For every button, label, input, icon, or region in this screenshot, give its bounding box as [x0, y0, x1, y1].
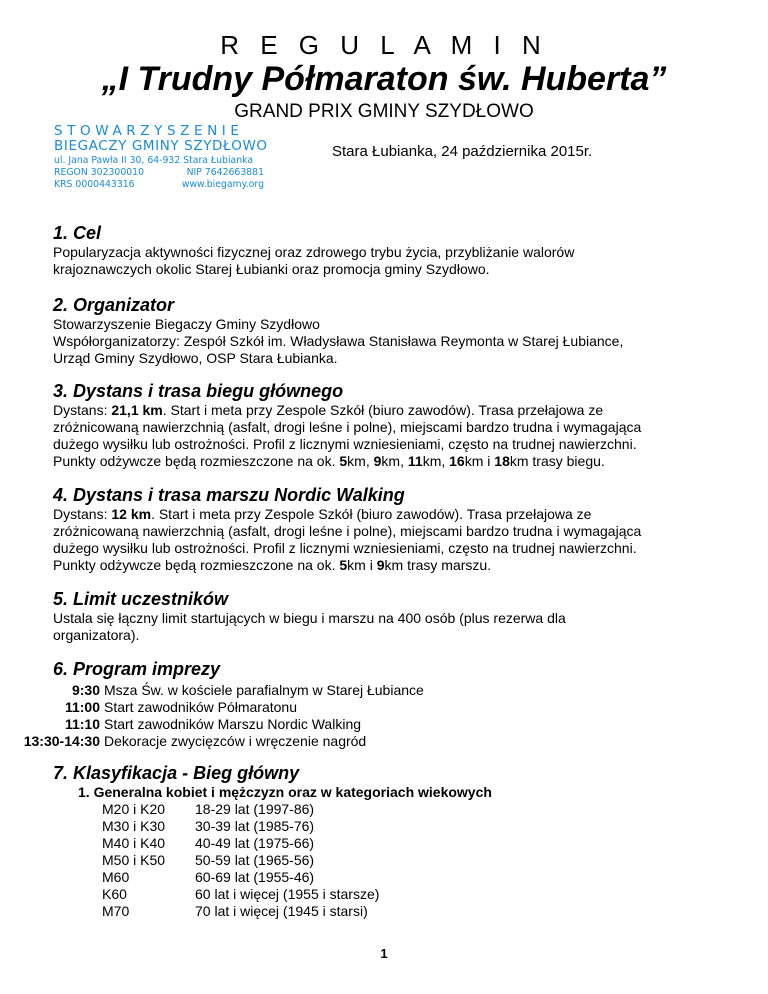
category-row: M40 i K40 40-49 lat (1975-66): [102, 835, 315, 851]
organization-logo: [54, 123, 268, 191]
section-heading: 4. Dystans i trasa marszu Nordic Walking: [53, 485, 405, 505]
page-number: 1: [380, 946, 388, 961]
section-line: dużego wysiłku lub ostrożności. Profil z licznymi wzniesieniami, często na trudnej nawierzchni.: [53, 436, 637, 452]
section-line: Dystans: 21,1 km. Start i meta przy Zespole Szkół (biuro zawodów). Trasa przełajowa ze: [53, 402, 604, 418]
section-heading: 1. Cel: [53, 223, 102, 243]
section-heading: 2. Organizator: [53, 295, 175, 315]
section-line: Urząd Gminy Szydłowo, OSP Stara Łubianka.: [53, 350, 338, 366]
category-row: M30 i K30 30-39 lat (1985-76): [102, 818, 315, 834]
section-line: dużego wysiłku lub ostrożności. Profil z licznymi wzniesieniami, często na trudnej nawierzchni.: [53, 540, 637, 556]
category-row: K60 60 lat i więcej (1955 i starsze): [102, 886, 380, 902]
section-program: [53, 658, 723, 680]
section-line: zróżnicowaną nawierzchnią (asfalt, drogi leśne i polne), miejscami bardzo trudna i wymagająca: [53, 419, 642, 435]
event-name: „I Trudny Półmaraton św. Huberta”: [101, 60, 667, 98]
section-classification: [53, 762, 723, 784]
document-title: R E G U L A M I N: [220, 30, 548, 60]
section-line: zróżnicowaną nawierzchnią (asfalt, drogi leśne i polne), miejscami bardzo trudna i wymagająca: [53, 523, 642, 539]
category-row: M70 70 lat i więcej (1945 i starsi): [102, 903, 368, 919]
section-organizer: [53, 294, 723, 367]
section-heading: 3. Dystans i trasa biegu głównego: [53, 381, 344, 401]
logo-krs: KRS 0000443316: [54, 179, 135, 190]
logo-regon: REGON 302300010: [54, 167, 145, 178]
distance-value: 12 km: [111, 506, 152, 522]
logo-line-association: STOWARZYSZENIE: [54, 123, 244, 139]
section-heading: 7. Klasyfikacja - Bieg główny: [53, 763, 300, 783]
schedule-row: 9:30 Msza Św. w kościele parafialnym w Starej Łubiance: [71, 682, 424, 698]
grand-prix-label: GRAND PRIX GMINY SZYDŁOWO: [234, 101, 534, 122]
section-line: organizatora).: [53, 627, 140, 643]
age-categories: [78, 784, 492, 920]
section-line: Ustala się łączny limit startujących w biegu i marszu na 400 osób (plus rezerwa dla: [53, 610, 566, 626]
logo-line-name: BIEGACZY GMINY SZYDŁOWO: [54, 138, 268, 154]
section-line: Stowarzyszenie Biegaczy Gminy Szydłowo: [53, 316, 320, 332]
logo-www: www.biegamy.org: [181, 179, 264, 190]
section-participant-limit: [53, 588, 723, 644]
section-goal: [53, 222, 723, 278]
section-line: Popularyzacja aktywności fizycznej oraz zdrowego trybu życia, przybliżanie walorów: [53, 244, 575, 260]
section-main-run-distance: [53, 380, 723, 470]
distance-value: 21,1 km: [111, 402, 163, 418]
program-schedule: [12, 682, 424, 750]
category-row: M60 60-69 lat (1955-46): [102, 869, 315, 885]
place-date: Stara Łubianka, 24 października 2015r.: [332, 143, 593, 160]
classification-heading: 1. Generalna kobiet i mężczyzn oraz w kategoriach wiekowych: [78, 784, 492, 800]
logo-address: ul. Jana Pawła II 30, 64-932 Stara Łubianka: [54, 155, 254, 166]
section-line: Dystans: 12 km. Start i meta przy Zespole Szkół (biuro zawodów). Trasa przełajowa ze: [53, 506, 592, 522]
section-line: krajoznawczych okolic Starej Łubianki oraz promocja gminy Szydłowo.: [53, 261, 490, 277]
section-nordic-walking-distance: [53, 484, 723, 574]
logo-nip: NIP 7642663881: [186, 167, 264, 178]
section-line: Punkty odżywcze będą rozmieszczone na ok. 5km, 9km, 11km, 16km i 18km trasy biegu.: [53, 453, 605, 469]
category-row: M20 i K20 18-29 lat (1997-86): [102, 801, 315, 817]
section-line: Współorganizatorzy: Zespół Szkół im. Władysława Stanisława Reymonta w Starej Łubiance,: [53, 333, 624, 349]
schedule-row: 13:30-14:30 Dekoracje zwycięzców i wręczenie nagród: [23, 733, 367, 749]
schedule-row: 11:00 Start zawodników Półmaratonu: [64, 699, 297, 715]
category-row: M50 i K50 50-59 lat (1965-56): [102, 852, 315, 868]
schedule-row: 11:10 Start zawodników Marszu Nordic Walking: [64, 716, 362, 732]
section-heading: 6. Program imprezy: [53, 659, 221, 679]
section-heading: 5. Limit uczestników: [53, 589, 229, 609]
section-line: Punkty odżywcze będą rozmieszczone na ok. 5km i 9km trasy marszu.: [53, 557, 492, 573]
